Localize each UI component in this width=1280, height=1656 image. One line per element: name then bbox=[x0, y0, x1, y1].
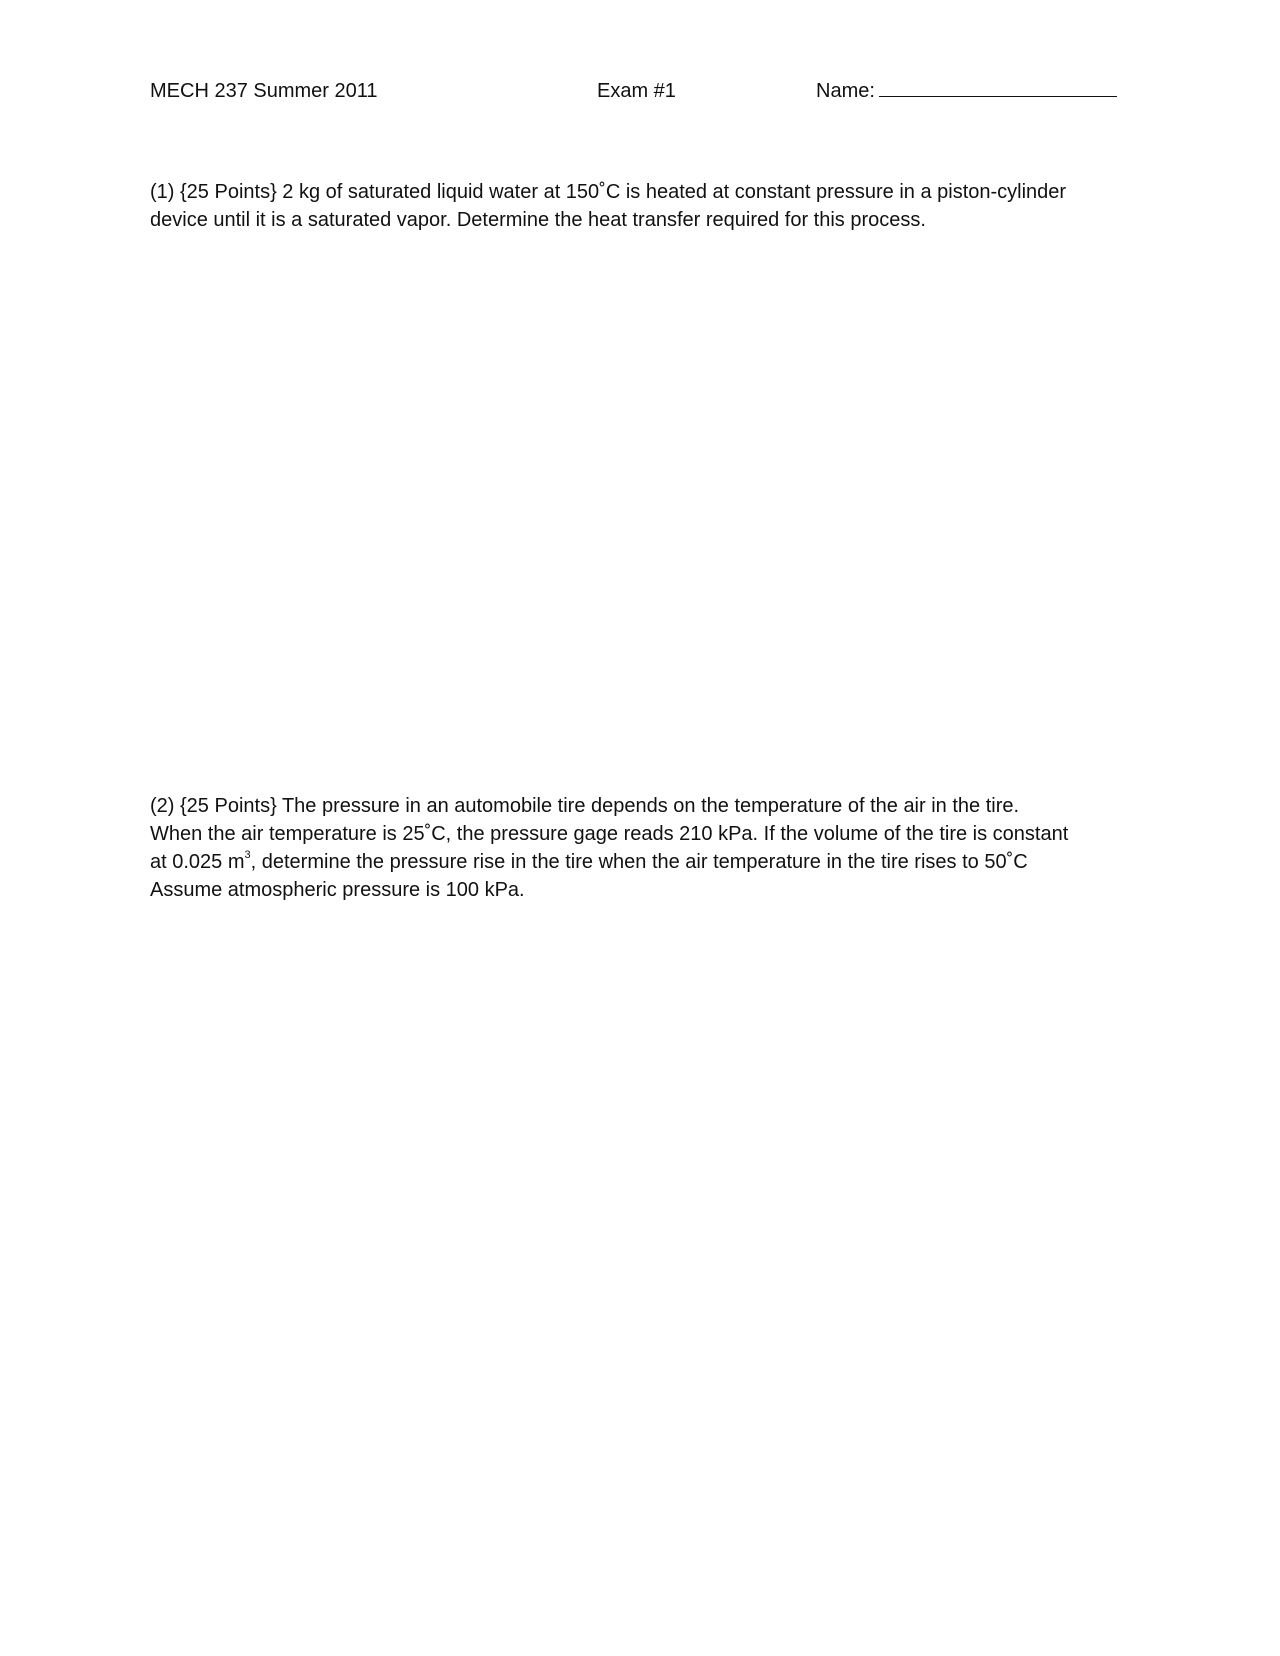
question-1 bbox=[150, 178, 1130, 234]
cubic-exponent: 3 bbox=[244, 849, 251, 862]
name-field bbox=[816, 76, 1117, 106]
page-header bbox=[150, 76, 1130, 106]
question-2-line-2: When the air temperature is 25˚C, the pressure gage reads 210 kPa. If the volume of the tire is constant bbox=[150, 823, 1069, 845]
question-1-line-2: device until it is a saturated vapor. Determine the heat transfer required for this process. bbox=[150, 209, 926, 231]
question-1-line-1: (1) {25 Points} 2 kg of saturated liquid water at 150˚C is heated at constant pressure in a piston-cylinder bbox=[150, 181, 1067, 203]
question-2-line-4: Assume atmospheric pressure is 100 kPa. bbox=[150, 879, 525, 901]
question-2-line-3 bbox=[150, 848, 1130, 876]
question-2-line-1: (2) {25 Points} The pressure in an automobile tire depends on the temperature of the air in the tire. bbox=[150, 795, 1020, 817]
question-2-line-3-start: at 0.025 m bbox=[150, 851, 245, 873]
course-title: MECH 237 Summer 2011 bbox=[150, 80, 378, 102]
name-blank-line bbox=[879, 76, 1117, 97]
exam-title: Exam #1 bbox=[597, 80, 676, 102]
name-label: Name: bbox=[816, 80, 875, 102]
question-2-line-3-end: , determine the pressure rise in the tire when the air temperature in the tire rises to 50˚C bbox=[250, 851, 1028, 873]
question-2 bbox=[150, 792, 1130, 904]
